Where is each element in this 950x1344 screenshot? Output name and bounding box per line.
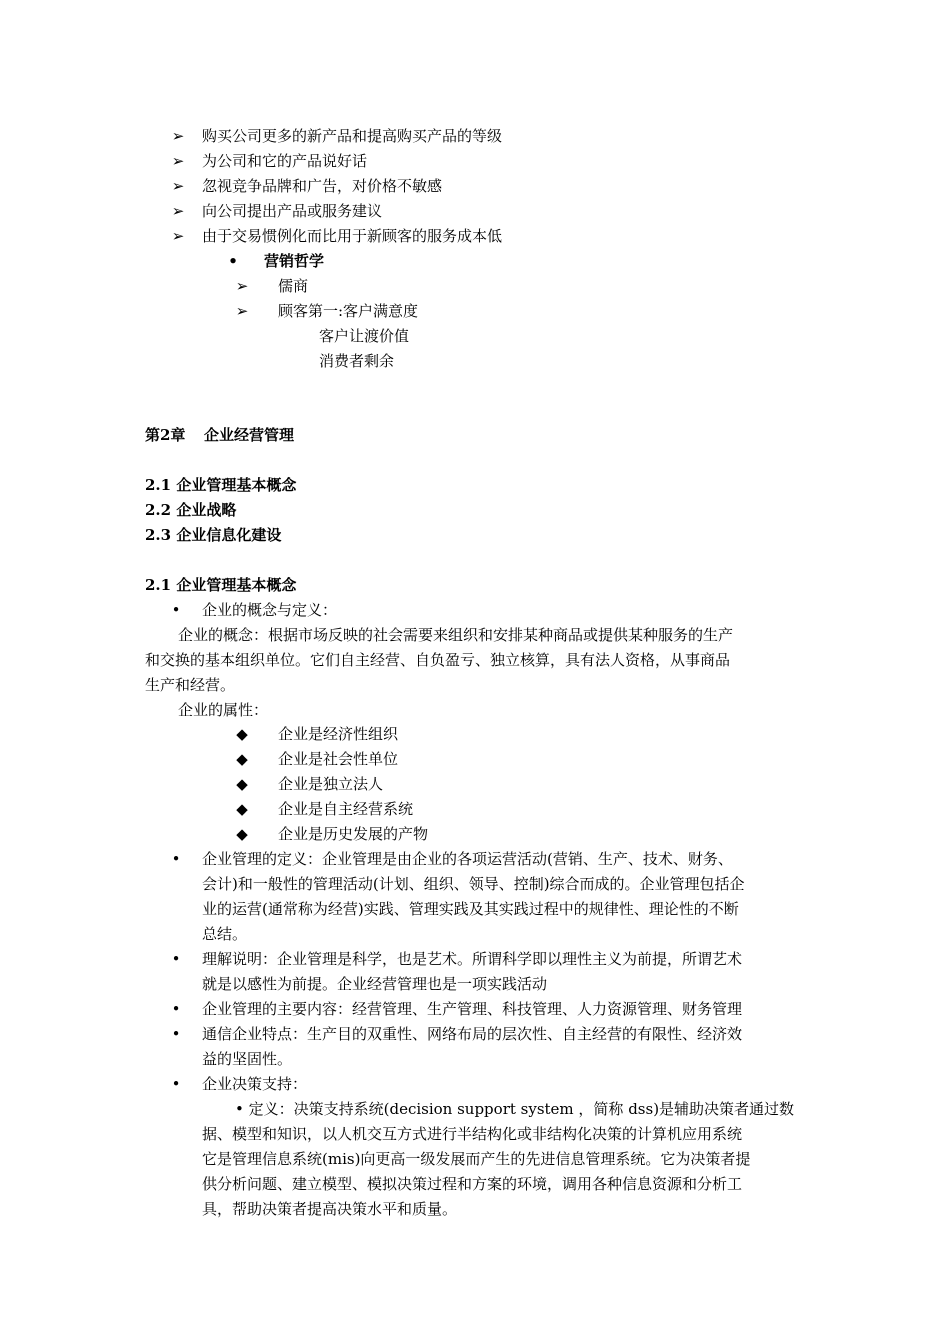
dss-definition-text: 供分析问题、建立模型、模拟决策过程和方案的环境，调用各种信息资源和分析工 — [202, 1175, 743, 1193]
top-list-item: 购买公司更多的新产品和提高购买产品的等级 — [202, 127, 503, 145]
dot-bullet-icon: • — [171, 1075, 181, 1093]
dot-bullet-icon: • — [171, 1025, 181, 1043]
dss-definition-text: • 定义：决策支持系统(decision support system ，简称 dss)是辅助决策者通过数 — [235, 1100, 795, 1118]
section-heading: 2.1 企业管理基本概念 — [145, 576, 297, 594]
chapter-number: 第2章 — [145, 426, 186, 444]
attribute-item: 企业是自主经营系统 — [278, 800, 414, 818]
marketing-item: 顾客第一:客户满意度 — [278, 302, 419, 320]
arrow-bullet-icon: ➢ — [235, 277, 249, 295]
arrow-bullet-icon: ➢ — [171, 127, 185, 145]
marketing-sub-item: 客户让渡价值 — [319, 327, 410, 345]
marketing-item: 儒商 — [278, 277, 309, 295]
mgmt-definition-text: 企业管理的定义：企业管理是由企业的各项运营活动(营销、生产、技术、财务、 — [202, 850, 733, 868]
arrow-bullet-icon: ➢ — [171, 227, 185, 245]
marketing-sub-item: 消费者剩余 — [319, 352, 395, 370]
dot-bullet-icon: • — [228, 252, 238, 270]
mgmt-definition-text: 业的运营(通常称为经营)实践、管理实践及其实践过程中的规律性、理论性的不断 — [202, 900, 739, 918]
attribute-item: 企业是经济性组织 — [278, 725, 399, 743]
marketing-heading: 营销哲学 — [264, 252, 325, 270]
dot-bullet-icon: • — [171, 1000, 181, 1018]
diamond-bullet-icon: ◆ — [236, 775, 248, 793]
chapter-title: 企业经营管理 — [204, 426, 295, 444]
attribute-item: 企业是社会性单位 — [278, 750, 399, 768]
dot-bullet-icon: • — [171, 950, 181, 968]
concept-text: 生产和经营。 — [145, 676, 236, 694]
arrow-bullet-icon: ➢ — [235, 302, 249, 320]
dss-definition-text: 它是管理信息系统(mis)向更高一级发展而产生的先进信息管理系统。它为决策者提 — [202, 1150, 751, 1168]
top-list-item: 忽视竞争品牌和广告，对价格不敏感 — [202, 177, 443, 195]
dss-definition-text: 据、模型和知识，以人机交互方式进行半结构化或非结构化决策的计算机应用系统 — [202, 1125, 743, 1143]
diamond-bullet-icon: ◆ — [236, 725, 248, 743]
diamond-bullet-icon: ◆ — [236, 750, 248, 768]
toc-item: 2.1 企业管理基本概念 — [145, 476, 297, 494]
mgmt-definition-text: 会计)和一般性的管理活动(计划、组织、领导、控制)综合而成的。企业管理包括企 — [202, 875, 745, 893]
concept-text: 和交换的基本组织单位。它们自主经营、自负盈亏、独立核算，具有法人资格，从事商品 — [145, 651, 731, 669]
arrow-bullet-icon: ➢ — [171, 202, 185, 220]
toc-item: 2.3 企业信息化建设 — [145, 526, 282, 544]
attribute-item: 企业是历史发展的产物 — [278, 825, 429, 843]
telecom-text: 益的坚固性。 — [202, 1050, 293, 1068]
top-list-item: 向公司提出产品或服务建议 — [202, 202, 383, 220]
diamond-bullet-icon: ◆ — [236, 800, 248, 818]
understanding-text: 就是以感性为前提。企业经营管理也是一项实践活动 — [202, 975, 548, 993]
dot-bullet-icon: • — [171, 850, 181, 868]
top-list-item: 由于交易惯例化而比用于新顾客的服务成本低 — [202, 227, 503, 245]
telecom-text: 通信企业特点：生产目的双重性、网络布局的层次性、自主经营的有限性、经济效 — [202, 1025, 743, 1043]
arrow-bullet-icon: ➢ — [171, 152, 185, 170]
concept-text: 企业的概念：根据市场反映的社会需要来组织和安排某种商品或提供某种服务的生产 — [178, 626, 734, 644]
understanding-text: 理解说明：企业管理是科学，也是艺术。所谓科学即以理性主义为前提，所谓艺术 — [202, 950, 743, 968]
toc-item: 2.2 企业战略 — [145, 501, 237, 519]
concept-bullet: 企业的概念与定义： — [202, 601, 338, 619]
top-list-item: 为公司和它的产品说好话 — [202, 152, 368, 170]
main-content-text: 企业管理的主要内容：经营管理、生产管理、科技管理、人力资源管理、财务管理 — [202, 1000, 743, 1018]
diamond-bullet-icon: ◆ — [236, 825, 248, 843]
attribute-item: 企业是独立法人 — [278, 775, 384, 793]
mgmt-definition-text: 总结。 — [202, 925, 248, 943]
arrow-bullet-icon: ➢ — [171, 177, 185, 195]
decision-bullet: 企业决策支持： — [202, 1075, 308, 1093]
dot-bullet-icon: • — [171, 601, 181, 619]
dss-definition-text: 具，帮助决策者提高决策水平和质量。 — [202, 1200, 458, 1218]
attr-label: 企业的属性： — [178, 701, 269, 719]
